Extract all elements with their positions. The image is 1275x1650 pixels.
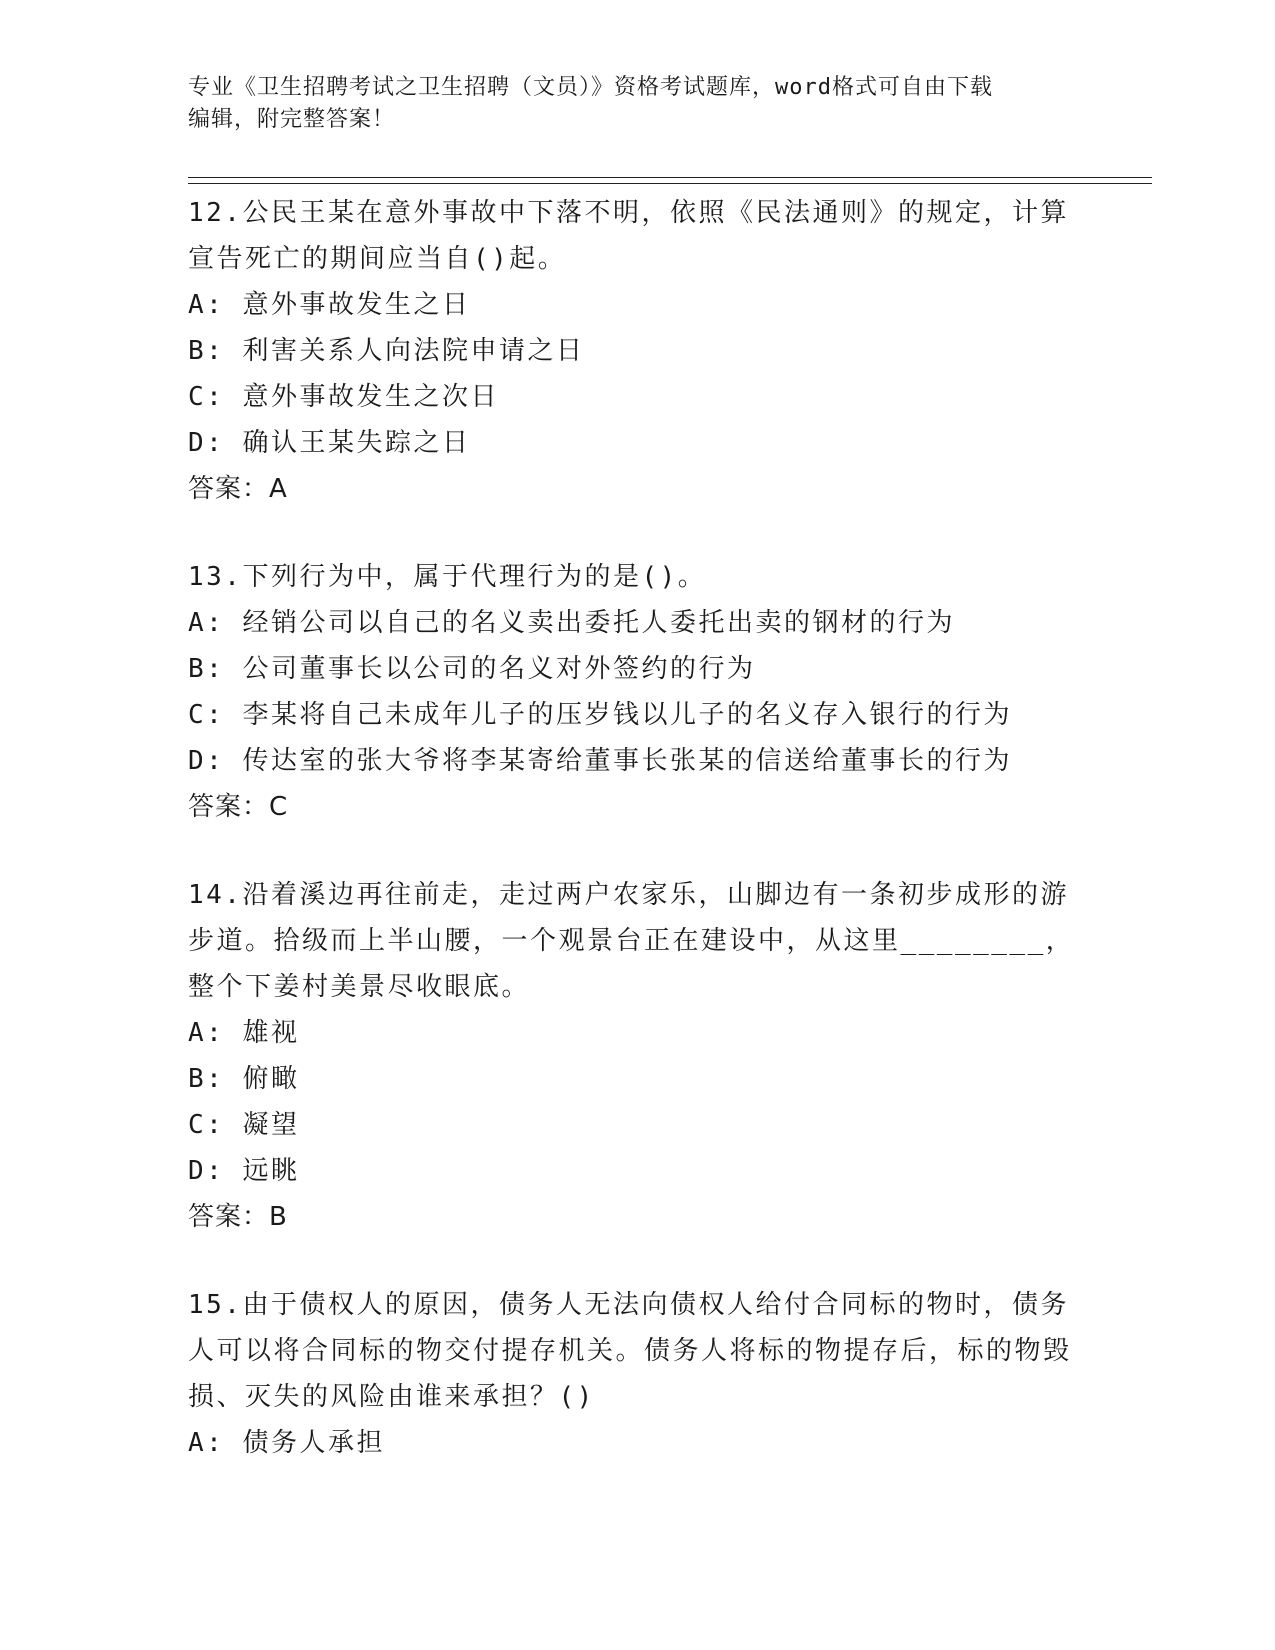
question-list xyxy=(188,190,1088,1508)
question-13 xyxy=(188,554,1088,830)
option-b: B: 俯瞰 xyxy=(188,1064,300,1094)
question-stem: 15.由于债权人的原因，债务人无法向债权人给付合同标的物时，债务人可以将合同标的物交付提存机关。债务人将标的物提存后，标的物毁损、灭失的风险由谁来承担？() xyxy=(188,1290,1072,1412)
document-header xyxy=(188,72,1068,136)
header-line-2: 编辑，附完整答案！ xyxy=(188,107,396,132)
option-d: D: 远眺 xyxy=(188,1156,300,1186)
option-d: D: 传达室的张大爷将李某寄给董事长张某的信送给董事长的行为 xyxy=(188,746,1012,776)
question-stem: 13.下列行为中，属于代理行为的是()。 xyxy=(188,562,707,592)
option-c: C: 李某将自己未成年儿子的压岁钱以儿子的名义存入银行的行为 xyxy=(188,700,1012,730)
answer-label: 答案：A xyxy=(188,474,288,504)
question-14 xyxy=(188,872,1088,1240)
option-c: C: 凝望 xyxy=(188,1110,300,1140)
header-rule-bottom xyxy=(188,183,1152,184)
question-15 xyxy=(188,1282,1088,1466)
option-c: C: 意外事故发生之次日 xyxy=(188,382,499,412)
option-a: A: 债务人承担 xyxy=(188,1428,385,1458)
answer-label: 答案：C xyxy=(188,792,289,822)
question-stem: 14.沿着溪边再往前走，走过两户农家乐，山脚边有一条初步成形的游步道。拾级而上半山腰，一个观景台正在建设中，从这里________，整个下姜村美景尽收眼底。 xyxy=(188,880,1075,1002)
option-b: B: 利害关系人向法院申请之日 xyxy=(188,336,585,366)
option-d: D: 确认王某失踪之日 xyxy=(188,428,471,458)
option-a: A: 意外事故发生之日 xyxy=(188,290,471,320)
header-line-1: 专业《卫生招聘考试之卫生招聘（文员）》资格考试题库，word格式可自由下载 xyxy=(188,75,993,100)
option-a: A: 经销公司以自己的名义卖出委托人委托出卖的钢材的行为 xyxy=(188,608,955,638)
question-12 xyxy=(188,190,1088,512)
question-stem: 12.公民王某在意外事故中下落不明，依照《民法通则》的规定，计算宣告死亡的期间应当自()起。 xyxy=(188,198,1069,274)
option-b: B: 公司董事长以公司的名义对外签约的行为 xyxy=(188,654,756,684)
header-rule-top xyxy=(188,177,1152,178)
answer-label: 答案：B xyxy=(188,1202,288,1232)
option-a: A: 雄视 xyxy=(188,1018,300,1048)
